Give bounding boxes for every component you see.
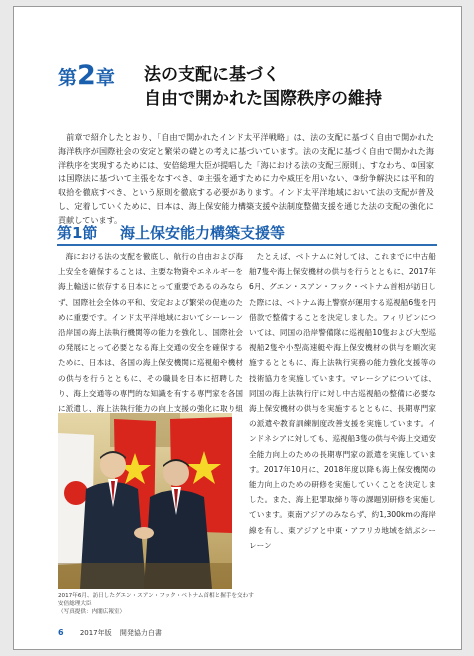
photo-caption-line2: （写真提供：内閣広報室）: [58, 609, 126, 615]
section-title: 海上保安能力構築支援等: [120, 224, 286, 242]
publication-title: 開発協力白書: [119, 629, 162, 637]
right-column-paragraph: たとえば、ベトナムに対しては、これまでに中古船舶7隻や海上保安機材の供与を行うとともに、2017年6月、グエン・スアン・フック・ベトナム首相が訪日した際には、ベトナム海上警察が運用する巡視船6隻を円借款で整備することを決定しました。フィリピンについては、同国の沿岸警備隊に巡視船10隻および大型巡視船2隻や小型高速艇や海上保安機材の供与を順次実施するとともに、海上法執行実務の能力強化支援等の技術協力を実施しています。マレーシアについては、同国の海上法執行庁に対し中古巡視船の整備に必要な海上保安機材の供与を実施するとともに、長期専門家の派遣や教育訓練制度改善支援を実施しています。インドネシアに対しても、巡視船3隻の供与や海上交通安全能力向上のための長期専門家の派遣を実施しています。2017年10月に、2018年度以降も海上保安機関の能力向上のための研修を実施していくことを決定しました。また、海上犯罪取締り等の課題別研修を実施しています。東南アジアのみならず、約1,300kmの海岸線を有し、東アジアと中東・アフリカ地域を結ぶシーレーン: [249, 252, 437, 550]
left-column-paragraph: 海における法の支配を徹底し、航行の自由および海上安全を確保することは、主要な物資やエネルギーを海上輸送に依存する日本にとって重要であるのみならず、国際社会全体の平和、安定および繁栄の促進のために重要です。インド太平洋地域においてシーレーン沿岸国の海上法執行機関等の能力を強化し、国際社会の発展にとって必要となる海上交通の安全を確保するために、日本は、各国の海上保安機関に巡視船や機材の供与を行うとともに、その職員を日本に招聘したり、海上交通等の専門的な知識を有する専門家を各国に派遣し、海上法執行能力の向上支援の強化に取り組: [58, 252, 243, 414]
photo-caption: [58, 592, 258, 616]
publication-year: 2017年版: [79, 629, 112, 637]
chapter-prefix: 第: [58, 67, 78, 89]
section-heading: [57, 219, 437, 246]
section-number: 第1節: [57, 224, 98, 242]
chapter-digit: 2: [77, 60, 96, 91]
page-number: 6: [58, 628, 64, 637]
intro-paragraph: 前章で紹介したとおり、「自由で開かれたインド太平洋戦略」は、法の支配に基づく自由で開かれた海洋秩序が国際社会の安定と繁栄の礎との考えに基づいています。法の支配に基づく自由で開かれた海洋秩序を実現するためには、安倍総理大臣が提唱した「海における法の支配三原則」、すなわち、①国家は国際法に基づいて主張をなすべき、②主張を通すために力や威圧を用いない、③紛争解決には平和的収拾を徹底すべき、という原則を徹底する必要があります。インド太平洋地域において法の支配が普及し、定着していくために、日本は、海上保安能力構築支援や法制度整備支援を通じた法の支配の強化に貢献しています。: [58, 132, 434, 225]
handshake-photo-illustration: [58, 413, 232, 589]
chapter-suffix: 章: [95, 67, 115, 89]
chapter-title-line1: 法の支配に基づく: [144, 65, 280, 85]
left-column: [58, 249, 243, 414]
page-footer: [58, 628, 168, 638]
right-column: [249, 249, 436, 621]
intro-text: [58, 131, 434, 228]
photo-caption-line1: 2017年6月、訪日したグエン・スアン・フック・ベトナム首相と握手を交わす安倍総理大臣: [58, 593, 254, 607]
document-page: [13, 6, 462, 650]
chapter-title: [144, 63, 382, 111]
handshake-photo: [58, 413, 232, 589]
chapter-title-line2: 自由で開かれた国際秩序の維持: [144, 89, 382, 109]
chapter-number: [58, 60, 115, 91]
